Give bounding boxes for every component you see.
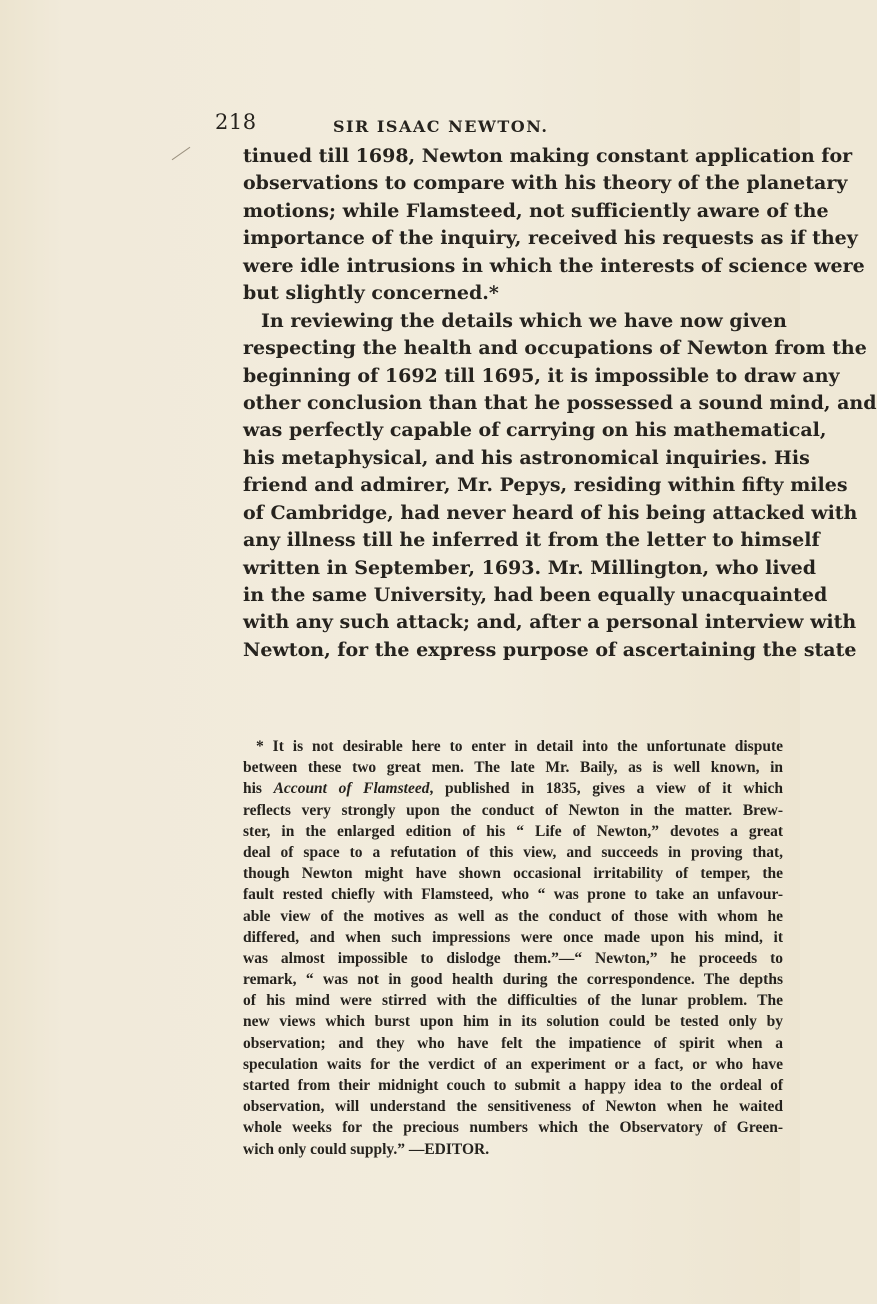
body-line: was perfectly capable of carrying on his mathematical, <box>243 419 827 442</box>
body-line: any illness till he inferred it from the letter to himself <box>243 529 820 552</box>
footnote-line: reflects very strongly upon the conduct of Newton in the matter. Brew- <box>243 801 783 819</box>
body-line: other conclusion than that he possessed a sound mind, and <box>243 391 877 414</box>
body-line: beginning of 1692 till 1695, it is impossible to draw any <box>243 364 840 387</box>
footnote-line: speculation waits for the verdict of an experiment or a fact, or who have <box>243 1055 783 1073</box>
running-head: SIR ISAAC NEWTON. <box>333 117 549 136</box>
body-line: respecting the health and occupations of Newton from the <box>243 337 867 360</box>
body-line: In reviewing the details which we have now given <box>261 309 787 332</box>
footnote-line: though Newton might have shown occasional irritability of temper, the <box>243 865 783 883</box>
footnote-line: ster, in the enlarged edition of his “ Life of Newton,” devotes a great <box>243 822 783 840</box>
body-line: his metaphysical, and his astronomical inquiries. His <box>243 446 810 469</box>
footnote <box>243 736 783 1160</box>
footnote-line: was almost impossible to dislodge them.”—“ Newton,” he proceeds to <box>243 949 783 967</box>
footnote-line <box>243 778 783 799</box>
body-line: friend and admirer, Mr. Pepys, residing within fifty miles <box>243 474 848 497</box>
footnote-line: whole weeks for the precious numbers which the Observatory of Green- <box>243 1119 783 1137</box>
footnote-line: * It is not desirable here to enter in detail into the unfortunate dispute <box>256 738 783 755</box>
footnote-line: deal of space to a refutation of this view, and succeeds in proving that, <box>243 843 783 861</box>
page-number: 218 <box>215 110 257 134</box>
body-line: Newton, for the express purpose of ascertaining the state <box>243 638 857 661</box>
body-line: written in September, 1693. Mr. Millington, who lived <box>243 556 817 579</box>
footnote-line: of his mind were stirred with the difficulties of the lunar problem. The <box>243 992 783 1010</box>
body-line: importance of the inquiry, received his requests as if they <box>243 227 858 250</box>
body-line: in the same University, had been equally unacquainted <box>243 584 828 606</box>
body-line: tinued till 1698, Newton making constant application for <box>243 145 853 167</box>
footnote-line: observation, will understand the sensitiveness of Newton when he waited <box>243 1098 783 1116</box>
body-text <box>243 143 877 664</box>
body-line: motions; while Flamsteed, not sufficiently aware of the <box>243 199 829 222</box>
footnote-text: , published in 1835, gives a view of it which <box>429 780 783 798</box>
book-title: Account of Flamsteed <box>273 780 430 798</box>
body-line: observations to compare with his theory of the planetary <box>243 172 848 195</box>
body-line: of Cambridge, had never heard of his being attacked with <box>243 501 858 524</box>
footnote-line: new views which burst upon him in its solution could be tested only by <box>243 1013 783 1031</box>
footnote-line: observation; and they who have felt the impatience of spirit when a <box>243 1034 783 1052</box>
footnote-line: started from their midnight couch to submit a happy idea to the ordeal of <box>243 1077 783 1094</box>
pencil-mark <box>172 147 191 160</box>
body-line: were idle intrusions in which the interests of science were <box>243 254 865 277</box>
footnote-line: fault rested chiefly with Flamsteed, who “ was prone to take an unfavour- <box>243 886 783 904</box>
body-line: with any such attack; and, after a personal interview with <box>243 611 857 634</box>
footnote-line: between these two great men. The late Mr. Baily, as is well known, in <box>243 759 783 777</box>
body-line: but slightly concerned.* <box>243 282 499 305</box>
footnote-line: differed, and when such impressions were once made upon his mind, it <box>243 928 783 946</box>
footnote-text: his <box>243 780 274 798</box>
footnote-line: wich only could supply.” —EDITOR. <box>243 1140 490 1158</box>
footnote-line: able view of the motives as well as the conduct of those with whom he <box>243 907 783 925</box>
footnote-line: remark, “ was not in good health during the correspondence. The depths <box>243 971 783 989</box>
